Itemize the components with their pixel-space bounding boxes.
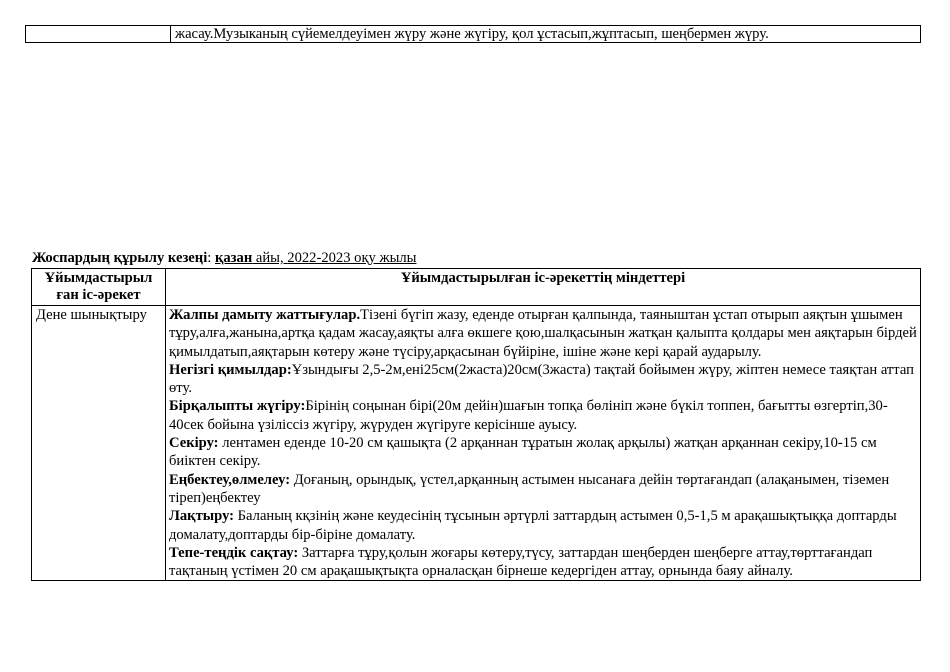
task-section <box>169 507 917 544</box>
task-title: Лақтыру: <box>169 508 235 525</box>
table-header-row <box>32 269 921 306</box>
table-row <box>26 26 921 43</box>
task-title: Еңбектеу,өлмелеу: <box>169 471 291 488</box>
task-section <box>169 397 917 434</box>
task-text: лентамен еденде 10-20 см қашықта (2 арқаннан тұратын жолақ арқылы) жатқан арқаннан секіру,10-15 см биіктен секіру. <box>169 435 877 470</box>
task-title: Жалпы дамыту жаттығулар. <box>169 307 361 323</box>
plan-heading-colon: : <box>207 250 215 266</box>
task-text: Доғаның, орындық, үстел,арқанның астымен нысанаға дейін төртағандап (алақанымен, тіземен тіреп)еңбектеу <box>169 471 890 506</box>
task-text: Баланың кқзінің және кеудесінің тұсынын әртүрлі заттардың астымен 0,5-1,5 м арақашықтыққа доптарды домалату,доптарды бір-біріне домалату. <box>169 508 897 543</box>
task-text: Тізені бүгіп жазу, еденде отырған қалпында, таяныштан ұстап отырып аяқтын ұшымен тұру,алға,жанына,артқа қадам жасау,аяқты алға өкшеге қою,шалқасынын жатқан қалыпта қолдары мен аяқтарын бірдей қимылдатып,аяқтарын көтеру және түсіру,арқасынан бүйіріне, ішіне және кері қарай аударылу. <box>169 307 917 360</box>
task-title: Секіру: <box>169 435 219 452</box>
task-section <box>169 544 917 581</box>
table-cell-empty <box>26 26 171 43</box>
plan-table <box>31 268 921 581</box>
plan-heading-month: қазан <box>214 250 253 266</box>
task-title: Бірқалыпты жүгіру: <box>169 398 306 415</box>
previous-page-table <box>25 25 921 43</box>
task-text: Бірінің соңынан бірі(20м дейін)шағын топқа бөлініп және бүкіл топпен, бағытты өзгертіп,30-40сек бойына үзіліссіз жүгіру, жүруден жүгіруге керісінше ауысу. <box>169 398 888 433</box>
task-title: Тепе-теңдік сақтау: <box>169 544 299 561</box>
task-section <box>169 361 917 398</box>
tasks-cell <box>166 306 921 581</box>
plan-heading <box>32 250 416 267</box>
task-title: Негізгі қимылдар: <box>169 361 292 378</box>
task-text: Заттарға тұру,қолын жоғары көтеру,түсу, заттардан шеңберден шеңберге аттау,төрттағандап тақтаның үстімен 20 см арақашықтықта орналасқан бірнеше кедергіден аттау, орнында баяу айналу. <box>169 544 873 580</box>
plan-heading-rest-prefix: айы, <box>252 250 288 266</box>
task-section <box>169 434 917 471</box>
plan-heading-year: 2022-2023 оқу жылы <box>287 250 417 266</box>
plan-heading-label: Жоспардың құрылу кезеңі <box>32 250 208 266</box>
table-cell-continued-text: жасау.Музыканың сүйемелдеуімен жүру және жүгіру, қол ұстасып,жұптасып, шеңбермен жүру. <box>171 26 921 43</box>
table-row <box>32 306 921 581</box>
task-section <box>169 471 917 508</box>
header-tasks: Ұйымдастырылған іс-әрекеттің міндеттері <box>166 269 921 306</box>
activity-cell: Дене шынықтыру <box>32 306 166 581</box>
task-section <box>169 306 917 361</box>
header-activity: Ұйымдастырыл ған іс-әрекет <box>32 269 166 306</box>
task-text: Ұзындығы 2,5-2м,ені25см(2жаста)20см(3жаста) тақтай бойымен жүру, жіптен немесе таяқтан аттап өту. <box>169 361 914 397</box>
